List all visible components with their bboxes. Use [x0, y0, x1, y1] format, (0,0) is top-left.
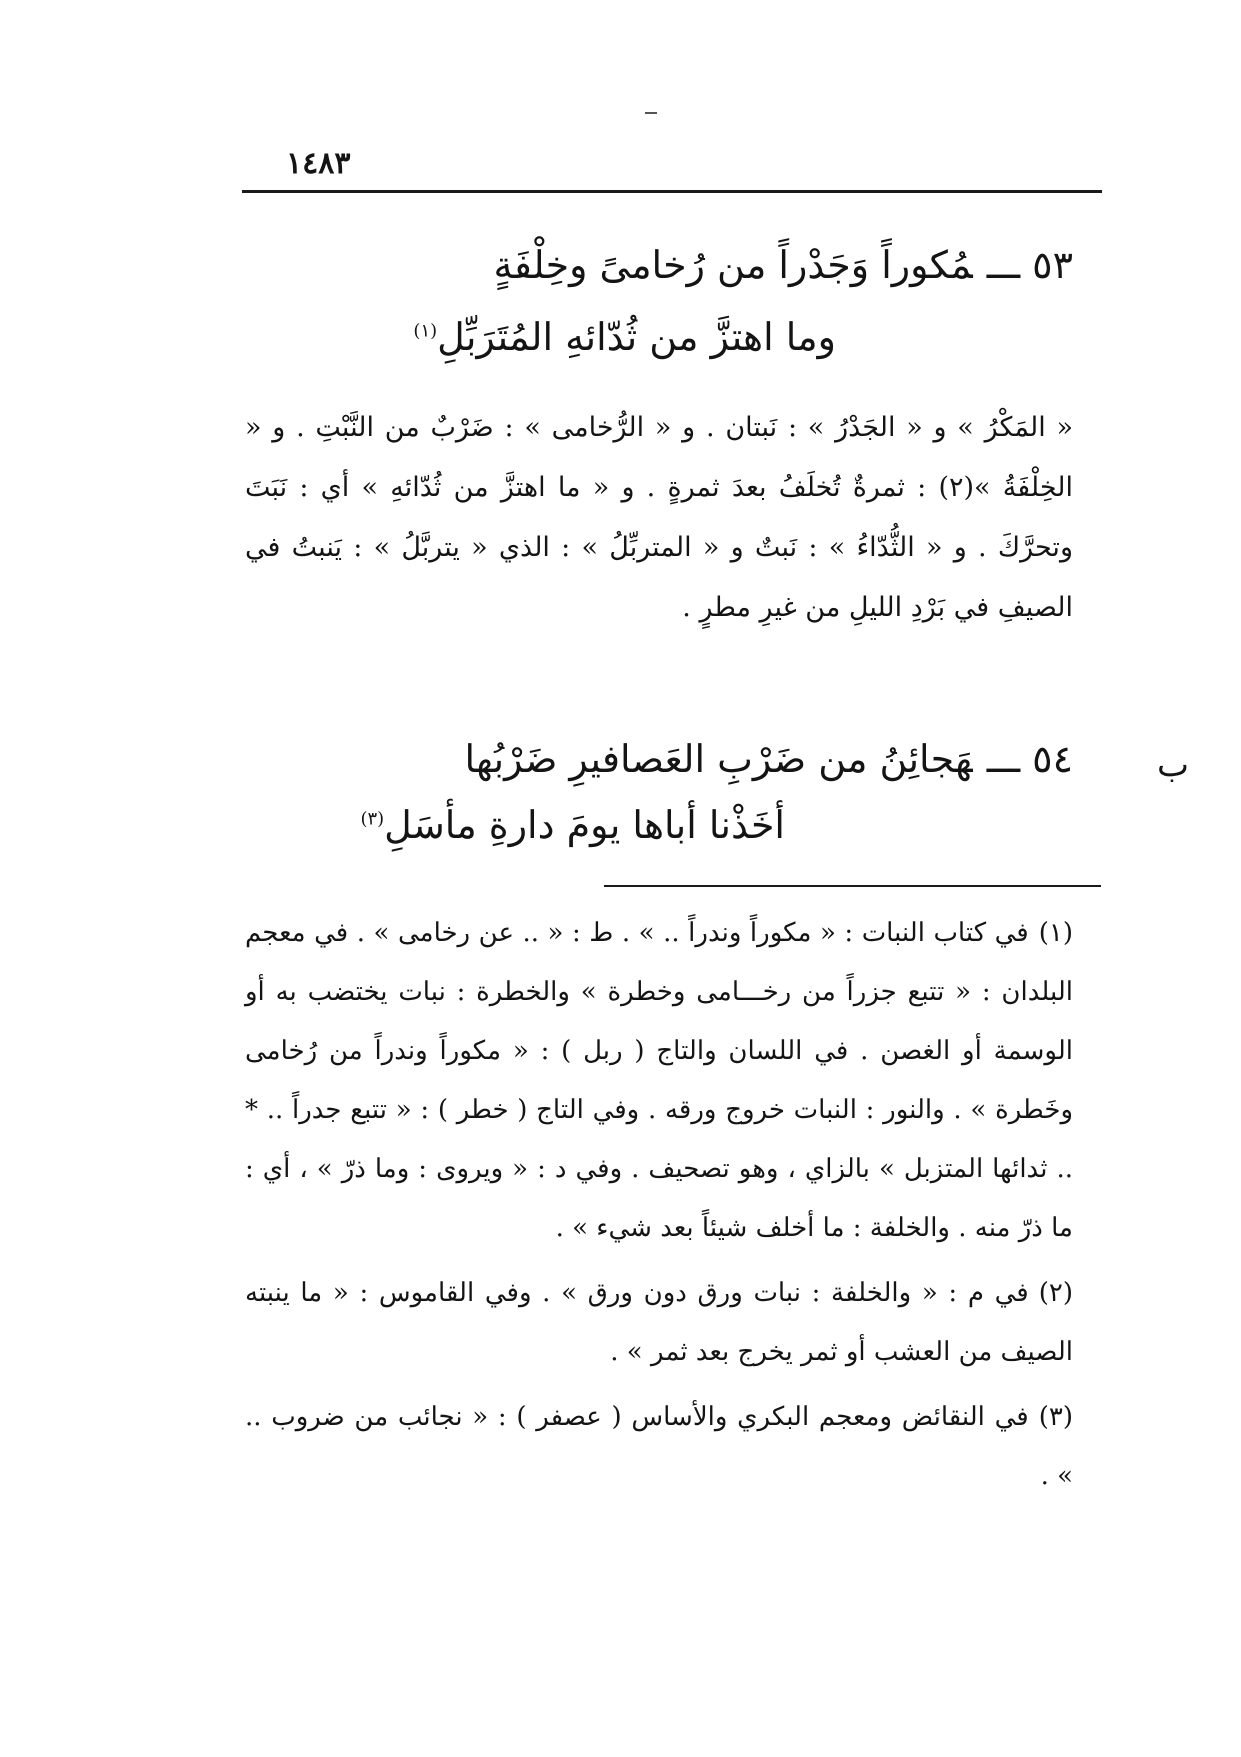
footnotes — [245, 904, 1073, 1512]
footnote-3 — [245, 1388, 1073, 1506]
margin-letter: ب — [1157, 745, 1190, 785]
footnote-1-text: في كتاب النبات : « مكوراً وندراً .. » . ط : « .. عن رخامى » . في معجم البلدان : « تتبع جزراً من رخـــامى وخطرة » والخطرة : نبات يختضب به أو الوسمة أو الغصن . في اللسان والتاج ( ربل ) : « مكوراً وندراً من رُخامى وخَطرة » . والنور : النبات خروج ورقه . وفي التاج ( خطر ) : « تتبع جدراً .. * .. ثدائها المتزبل » بالزاي ، وهو تصحيف . وفي د : « ويروى : وما ذرّ » ، أي : ما ذرّ منه . والخلفة : ما أخلف شيئاً بعد شيء » . — [245, 918, 1073, 1243]
footnote-3-number: (٣) — [1038, 1402, 1073, 1432]
footnote-1-number: (١) — [1038, 918, 1073, 948]
footnote-mark-3: (٣) — [360, 808, 385, 830]
footnote-rule — [604, 885, 1101, 887]
verse-54-second-hemistich — [360, 803, 785, 847]
header-rule — [242, 190, 1102, 193]
footnote-2-number: (٢) — [1038, 1278, 1073, 1308]
verse-53-number: ٥٣ ـــ — [986, 243, 1073, 287]
footnote-2 — [245, 1264, 1073, 1382]
footnote-1 — [245, 904, 1073, 1258]
verse-53-second-hemistich — [413, 315, 836, 359]
verse-53-hemistich-2: وما اهتزَّ من ثُدّائهِ المُتَرَبِّلِ — [437, 315, 836, 359]
footnote-3-text: في النقائض ومعجم البكري والأساس ( عصفر ) : « نجائب من ضروب .. » . — [245, 1402, 1073, 1491]
page-number: ١٤٨٣ — [286, 146, 351, 181]
top-mark — [645, 112, 657, 114]
verse-54-hemistich-2: أخَذْنا أباها يومَ دارةِ مأسَلِ — [384, 803, 785, 847]
verse-53-hemistich-1: مُكوراً وَجَدْراً من رُخامىً وخِلْفَةٍ — [493, 243, 973, 287]
footnote-2-text: في م : « والخلفة : نبات ورق دون ورق » . وفي القاموس : « ما ينبته الصيف من العشب أو ثمر يخرج بعد ثمر » . — [245, 1278, 1073, 1367]
verse-54-first-hemistich — [464, 737, 1073, 781]
verse-53-first-hemistich — [493, 243, 1073, 287]
footnote-mark-1: (١) — [413, 320, 438, 342]
verse-54-hemistich-1: هَجائِنُ من ضَرْبِ العَصافيرِ ضَرْبُها — [464, 737, 973, 781]
verse-53-commentary: « المَكْرُ » و « الجَدْرُ » : نَبتان . و « الرُّخامى » : ضَرْبٌ من النَّبْتِ . و « الخِلْفَةُ »(٢) : ثمرةٌ تُخلَفُ بعدَ ثمرةٍ . و « ما اهتزَّ من ثُدّائهِ » أي : نَبَتَ وتحرَّكَ . و « الثُّدّاءُ » : نَبتٌ و « المتربِّلُ » : الذي « يتربَّلُ » : يَنبتُ في الصيفِ في بَرْدِ الليلِ من غيرِ مطرٍ . — [245, 412, 1074, 623]
verse-54-number: ٥٤ ـــ — [986, 737, 1073, 781]
